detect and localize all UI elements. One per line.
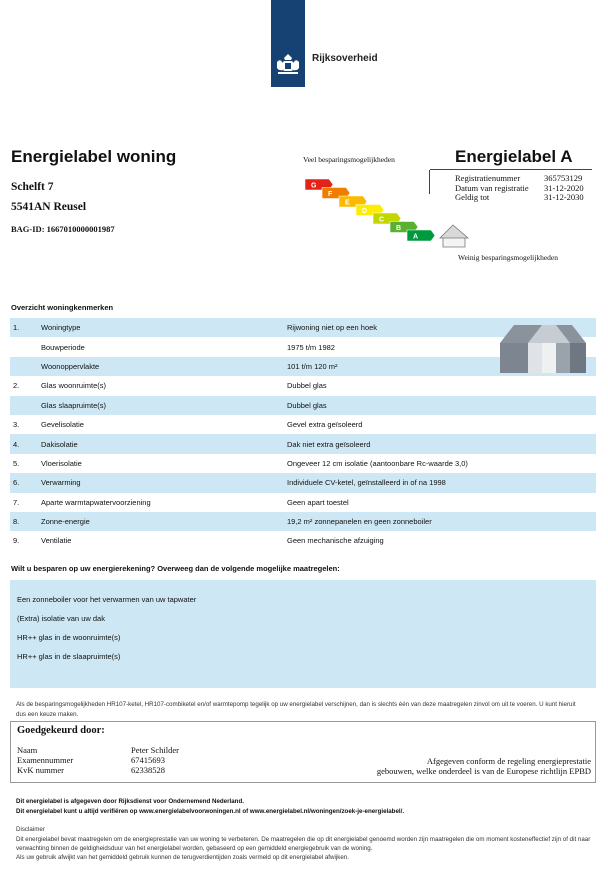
bag-id: BAG-ID: 1667010000001987	[11, 224, 115, 234]
regulation-statement: Afgegeven conform de regeling energieprestatie gebouwen, welke onderdeel is van de Europese richtlijn EPBD	[376, 756, 591, 776]
approved-details	[17, 745, 179, 775]
table-row: Glas slaapruimte(s) Dubbel glas	[10, 396, 596, 415]
scale-class-label: F	[328, 191, 333, 198]
registration-row: Registratienummer 365753129	[455, 173, 583, 183]
approved-row: KvK nummer 62338528	[17, 765, 165, 775]
terraced-house-icon	[500, 321, 586, 373]
scale-bottom-text: Weinig besparingsmogelijkheden	[458, 253, 558, 262]
table-row: 5. Vloerisolatie Ongeveer 12 cm isolatie (aantoonbare Rc-waarde 3,0)	[13, 458, 468, 468]
divider	[429, 170, 430, 194]
registration-info	[455, 174, 584, 203]
page-title: Energielabel woning	[11, 147, 177, 166]
scale-class-label: D	[362, 208, 368, 215]
measures-list	[10, 580, 596, 688]
crest-icon	[275, 52, 301, 76]
approved-title: Goedgekeurd door:	[17, 725, 105, 736]
scale-class-label: G	[311, 182, 317, 190]
list-item: (Extra) isolatie van uw dak	[17, 614, 105, 623]
list-item: Een zonneboiler voor het verwarmen van uw tapwater	[17, 595, 197, 604]
house-marker-icon	[440, 225, 468, 247]
overview-heading: Overzicht woningkenmerken	[11, 303, 114, 312]
list-item: HR++ glas in de woonruimte(s)	[17, 633, 121, 642]
table-row: 8. Zonne-energie 19,2 m² zonnepanelen en geen zonneboiler	[10, 512, 596, 531]
table-row: 1. Woningtype Rijwoning niet op een hoek	[10, 318, 596, 337]
approved-row: Naam Peter Schilder	[17, 745, 179, 755]
scale-top-text: Veel besparingsmogelijkheden	[303, 155, 395, 164]
valid-until-row: Geldig tot 31-12-2030	[455, 192, 584, 202]
table-row: 6. Verwarming Individuele CV-ketel, geïnstalleerd in of na 1998	[10, 473, 596, 492]
energy-scale-graphic	[303, 175, 473, 257]
scale-class-label: E	[345, 199, 350, 207]
table-row: 4. Dakisolatie Dak niet extra geïsoleerd	[10, 434, 596, 453]
table-row: 7. Aparte warmtapwatervoorziening Geen apart toestel	[13, 497, 349, 507]
issuer-info: Dit energielabel is afgegeven door Rijksdienst voor Ondernemend Nederland. Dit energielabel kunt u altijd verifiëren op www.energielabelvoorwoningen.nl of www.energielabel.nl/woningen/zoek-je-energielabel/.	[16, 798, 405, 815]
disclaimer: Disclaimer Dit energielabel bevat maatregelen om de energieprestatie van uw woning te verbeteren. De maatregelen die op dit energielabel genoemd worden zijn maatregelen die om moment kosteneffectief zijn of dit naar verwachting binnen de geldigheidsduur van het energielabel worden, gebaseerd op een gemiddeld energiegebruik van de woning. Als uw gebruik afwijkt van het gemiddeld gebruik kunnen de terugverdientijden zoals vermeld op dit energielabel afwijken.	[16, 826, 591, 861]
measures-note: Als de besparingsmogelijkheden HR107-ketel, HR107-combiketel en/of warmtepomp tegelijk op uw energielabel verschijnen, dan is slechts één van deze maatregelen zinvol om uit te voeren. U kunt hieruit dus een keuze maken.	[16, 701, 576, 718]
registration-date-row: Datum van registratie 31-12-2020	[455, 182, 584, 193]
address-street: Schelft 7	[11, 181, 54, 193]
divider	[430, 169, 592, 170]
scale-class-label: C	[379, 216, 385, 224]
list-item: HR++ glas in de slaapruimte(s)	[17, 652, 121, 661]
table-row: Bouwperiode 1975 t/m 1982	[41, 342, 335, 352]
table-row: 2. Glas woonruimte(s) Dubbel glas	[13, 381, 327, 391]
table-row: Woonoppervlakte 101 t/m 120 m²	[10, 357, 596, 376]
energy-label-title: Energielabel A	[455, 147, 573, 166]
scale-class-label: B	[396, 225, 402, 232]
approved-row: Examennummer 67415693	[17, 755, 165, 765]
table-row: 3. Gevelisolatie Gevel extra geïsoleerd	[13, 420, 363, 430]
logo-text: Rijksoverheid	[312, 53, 378, 64]
scale-class-label: A	[413, 233, 419, 241]
table-row: 9. Ventilatie Geen mechanische afzuiging	[13, 536, 384, 546]
address-city: 5541AN Reusel	[11, 201, 87, 213]
measures-question: Wilt u besparen op uw energierekening? Overweeg dan de volgende mogelijke maatregelen:	[11, 564, 340, 573]
scale-class-a	[407, 230, 435, 241]
